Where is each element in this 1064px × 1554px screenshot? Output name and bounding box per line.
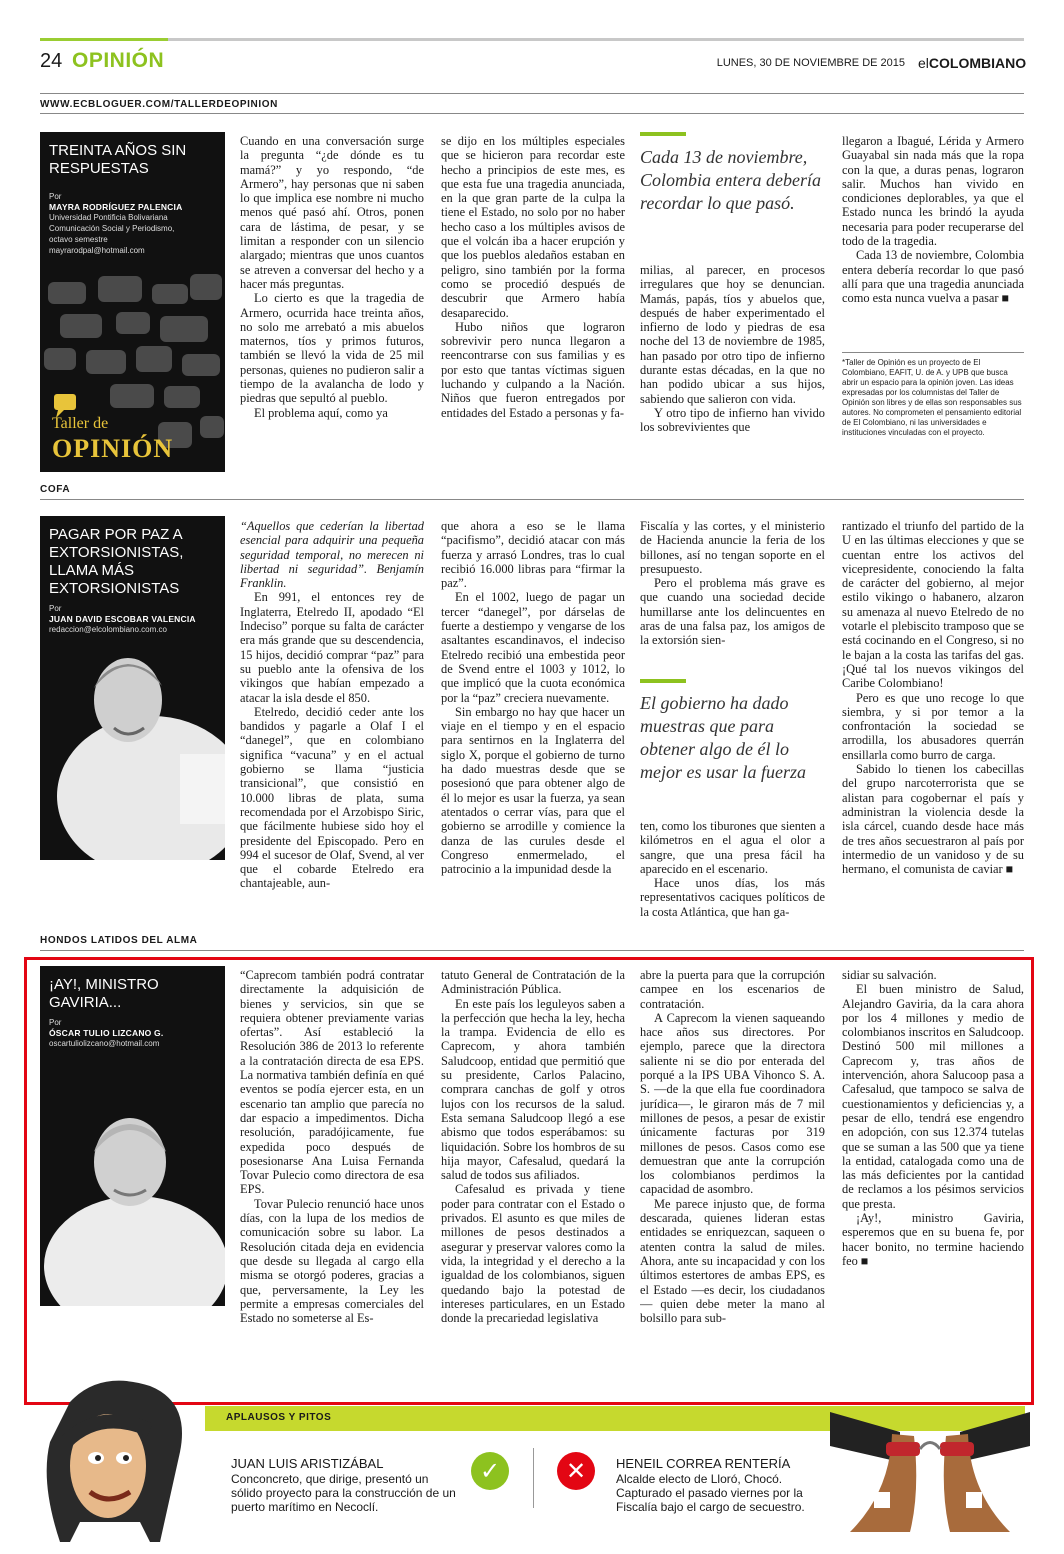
header-accent-bar — [40, 38, 168, 41]
article2-column-1 — [240, 519, 424, 919]
article1-c1-p1: Cuando en una conversación surge la pregunta “¿de dónde es tu mamá?” y yo respondo, “de Armero”, hay personas que ni saben lo que implica ese nombre ni mucho menos qué pasó ahí. Otros, ponen cara de lástima, de pesar, y se limitan a responder con un silencio alargado; mientras que unos cuantos se atreven a conversar del hecho y a hacer más preguntas. — [240, 134, 424, 291]
article2-pullquote: El gobierno ha dado muestras que para obtener algo de él lo mejor es usar la fuerza — [640, 693, 806, 782]
author-photo-lizcano — [40, 1096, 225, 1306]
article2-c1-quote: “Aquellos que cederían la libertad esencial para adquirir una pequeña seguridad temporal, no merecen ni libertad ni seguridad”. Benjamín Franklin. — [240, 519, 424, 591]
article2-author-email: redaccion@elcolombiano.com.co — [49, 625, 167, 634]
article1-column-4 — [842, 134, 1024, 349]
header-top-rule — [40, 38, 1024, 41]
page-number: 24 — [40, 50, 63, 72]
article3-c2-p1: tatuto General de Contratación de la Administración Pública. — [441, 968, 625, 997]
article3-author-box — [40, 966, 225, 1306]
article2-c1-p3: Etelredo, decidió ceder ante los bandidos y pagarle a Olaf I el “danegel”, que en colombiano significa “vacuna” y en el actual gobierno se llama “justicia transicional”, que consistió en 10.000 libras de plata, suma recomendada por el Arzobispo Siric, que fácilmente hubiese sido hoy el presidente del Episcopado. Pero en 994 el sucesor de Olaf, Svend, al ver que el cobarde Etelredo era chantajeable, aun- — [240, 704, 424, 891]
aplausos-left-text: Conconcreto, que dirige, presentó un sólido proyecto para la construcción de un puerto marítimo en Necoclí. — [231, 1472, 456, 1514]
author-photo-escobar — [40, 636, 225, 860]
article2-column-3b — [640, 819, 825, 919]
issue-date: LUNES, 30 DE NOVIEMBRE DE 2015 — [716, 57, 905, 69]
article3-c2-p2: En este país los leguleyos saben a la perfección que hecha la ley, hecha la trampa. Evidencia de ello es Caprecom, y ahora también Saludcoop, entidad que permitió que su presidente, Carlos Palacino, comprara canchas de golf y otros lujos con los recursos de la salud. Esta semana Saludcoop llegó a ese abismo que todos esperábamos: su liquidación. Sobre los hombros de su hija mayor, Cafesalud, quedará la salud de todos sus afiliados. — [441, 996, 625, 1183]
article3-c1-p2: Tovar Pulecio renunció hace unos días, con la lupa de los medios de comunicación sobre su labor. La Resolución citada deja en evidencia que desde su llegada al cargo ella misma se otorgó poderes, gracias a que, perversamente, la Ley les permite a empresas comerciales del Estado no someterse al Es- — [240, 1196, 424, 1326]
article2-c3-p4: Hace unos días, los más representativos caciques políticos de la costa Atlántica, que han ga- — [640, 876, 825, 919]
article3-c3-p1: abre la puerta para que la corrupción campee en los escenarios de contratación. — [640, 968, 825, 1011]
masthead-name: COLOMBIANO — [928, 55, 1027, 71]
article1-pullquote: Cada 13 de noviembre, Colombia entera debería recordar lo que pasó. — [640, 147, 821, 213]
article1-c1-p2: Lo cierto es que la tragedia de Armero, ocurrida hace treinta años, no solo me arrebató a mis abuelos maternos, tíos y primos futuros, también se llevó la vida de 25 mil personas, quienes no pudieron salir a tiempo de la avalancha de lodo y piedras que sepultó al pueblo. — [240, 291, 424, 406]
article2-c2-p1: que ahora a eso se le llama “pacifismo”, decidió atacar con más fuerza y arrasó Londres, tras lo cual recibió 16.000 libras para “firmar la paz”. — [441, 519, 625, 591]
pitos-right-text: Alcalde electo de Lloró, Chocó. Capturado el pasado viernes por la Fiscalía bajo el cargo de secuestro. — [616, 1472, 805, 1514]
article1-author-box — [40, 132, 225, 472]
article3-title: ¡AY!, MINISTRO GAVIRIA... — [49, 976, 159, 1011]
aplausos-divider — [533, 1448, 534, 1508]
article3-rule — [40, 950, 1024, 951]
article2-c2-p3: Sin embargo no hay que hacer un viaje en el tiempo y en el espacio para sentirnos en la Inglaterra del siglo X, porque el gobierno de turno ha dado muestras desde que se posesionó que para obtener algo de él lo mejor es usar la fuerza, ya sean atentados o cerrar vías, para que el gobierno se arrodille y comience la danza de las curules desde el Congreso enmermelado, el patrocinio a la impunidad desde la — [441, 704, 625, 877]
article1-c3-p2: Y otro tipo de infierno han vivido los sobrevivientes que — [640, 405, 825, 435]
article3-section-label: HONDOS LATIDOS DEL ALMA — [40, 935, 198, 946]
article1-section-label: WWW.ECBLOGUER.COM/TALLERDEOPINION — [40, 99, 278, 110]
article2-by: Por — [49, 604, 62, 613]
masthead — [918, 55, 1026, 71]
article2-c2-p2: En el 1002, luego de pagar un tercer “danegel”, por dárselas de fuerte a destiempo y vengarse de los asaltantes escandinavos, el indeciso Etelredo recibió una embestida peor de Svend entre el 1003 y 1012, lo que implicó que la cuota económica por la “paz” creciera nuevamente. — [441, 590, 625, 705]
article1-by: Por — [49, 192, 62, 201]
section-title: OPINIÓN — [72, 49, 165, 72]
check-icon: ✓ — [471, 1452, 509, 1490]
article3-c3-p2: A Caprecom la vienen saqueando hace años sus directores. Por ejemplo, parece que la directora saliente ni se dio por enterada del porqué a la IPS UBA Vihonco S. A. S. —de la que ella fue coordinadora jurídica—, le giraron más de 7 mil millones de pesos, a pesar de existir únicamente facturas por 319 millones de pesos. Casos como ese demuestran que ante la corrupción los colombianos perdimos la capacidad de asombro. — [640, 1010, 825, 1197]
article1-footnote: *Taller de Opinión es un proyecto de El Colombiano, EAFIT, U. de A. y UPB que busca abrir un espacio para la opinión joven. Las ideas expresadas por los columnistas del Taller de Opinión son libres y de ellas son responsables sus autores. No comprometen el pensamiento editorial de El Colombiano, ni las universidades e instituciones vinculadas con el proyecto. — [842, 358, 1022, 437]
article2-column-2 — [441, 519, 625, 919]
article2-c3-p2: Pero el problema más grave es que cuando una sociedad decide humillarse ante los delincuentes en aras de una falsa paz, los amigos de la extorsión sien- — [640, 576, 825, 648]
aplausos-label: APLAUSOS Y PITOS — [226, 1412, 332, 1423]
article1-c4-p2: Cada 13 de noviembre, Colombia entera debería recordar lo que pasó allí para que una tragedia anunciada como esta nunca vuelva a pasar ■ — [842, 248, 1024, 306]
article3-column-1 — [240, 968, 424, 1368]
article3-c4-p2: El buen ministro de Salud, Alejandro Gaviria, da la cara ahora por los 4 millones y medio de colombianos inscritos en Saludcoop. Destinó 500 mil millones a Caprecom y, tras años de intervención, ahora Salucoop pasa a Cafesalud, que tampoco se salva de cuestionamientos y deficiencias y, a pesar de ello, tendrá ese engendro en adopción, con sus 12.374 tutelas que se suman a las 500 que ya tiene la entidad, catalogada como una de las más deficientes por la cantidad de reclamos a los pésimos servicios que presta. — [842, 982, 1024, 1211]
article1-c1-p3: El problema aquí, como ya — [254, 405, 388, 420]
article1-author-info-2: Comunicación Social y Periodismo, — [49, 224, 175, 233]
article1-c2-p2: Hubo niños que lograron sobrevivir pero nunca llegaron a reencontrarse con sus familias y es por esto que tantas víctimas siguen luchando y culpando a la Nación. Niños que fueron entregados por entidades del Estado a personas y fa- — [441, 319, 625, 420]
aplausos-left-name: JUAN LUIS ARISTIZÁBAL — [231, 1456, 384, 1471]
article3-author-email: oscartuliolizcano@hotmail.com — [49, 1039, 160, 1048]
article2-c4-p2: Pero es que uno recoge lo que siembra, y si por temor a la confrontación la sociedad se arrodilla, los abusadores querrán ensillarla como burro de carga. — [842, 690, 1024, 762]
handcuffed-hands-illustration — [830, 1372, 1030, 1552]
article3-c2-p3: Cafesalud es privada y tiene poder para contratar con el Estado o privados. El asunto es que miles de millones de pesos destinados a asegurar y preservar valores como la vida, la integridad y el derecho a la igualdad de los colombianos, siguen quedando bajo la potestad de intereses particulares, en un Estado donde la precariedad legislativa — [441, 1182, 625, 1326]
article3-c4-p1: sidiar su salvación. — [842, 968, 937, 982]
article1-column-1 — [240, 134, 424, 464]
article1-author-email: mayrarodpal@hotmail.com — [49, 246, 145, 255]
article1-pullquote-bar — [640, 132, 686, 136]
article1-rule — [40, 113, 1024, 114]
article1-c4-p1: llegaron a Ibagué, Lérida y Armero Guayabal sin nada más que la ropa con la que, a duras penas, lograron salir. Muchos han vivido en condiciones deplorables, ya que el Estado nunca les brindó la ayuda necesaria para poder recuperarse del todo de la tragedia. — [842, 134, 1024, 249]
caricature-illustration — [40, 1372, 200, 1542]
article2-section-label: COFA — [40, 484, 71, 495]
article2-author: JUAN DAVID ESCOBAR VALENCIA — [49, 614, 196, 624]
article2-c1-p2: En 991, el entonces rey de Inglaterra, Etelredo II, apodado “El Indeciso” porque su falta de carácter era más grande que su descendencia, 15 hijos, decidió comprar “paz” para su pueblo ante la ofensiva de los vikingos que habían empezado a atacar la isla desde el 850. — [240, 590, 424, 705]
article2-title: PAGAR POR PAZ A EXTORSIONISTAS, LLAMA MÁS EXTORSIONISTAS — [49, 526, 184, 597]
header-bottom-rule — [40, 93, 1024, 94]
article2-column-4 — [842, 519, 1024, 919]
article2-c4-p3: Sabido lo tienen los cabecillas del grupo narcoterrorista que se alistan para cogobernar el país y administran la violencia desde la isla cárcel, cuando desde hace más de tres años secuestraron al país por intermedio de un vanidoso y de su hermano, el comunista de caviar ■ — [842, 762, 1024, 877]
article3-author: ÓSCAR TULIO LIZCANO G. — [49, 1028, 164, 1038]
article3-column-4 — [842, 968, 1024, 1368]
article1-author-info-3: octavo semestre — [49, 235, 108, 244]
article3-c4-p3: ¡Ay!, ministro Gaviria, esperemos que en su buena fe, por hacer bonito, no termine haciendo feo ■ — [842, 1211, 1024, 1268]
article3-column-3 — [640, 968, 825, 1368]
article1-column-3 — [640, 263, 825, 463]
article1-c3-p1: milias, al parecer, en procesos irregulares que hoy se denuncian. Mamás, papás, tíos y abuelos que, después de haber experimentado el infierno de lodo y piedras de esa noche del 13 de noviembre de 1985, han pasado por otro tipo de infierno durante estas décadas, en la que no han podido ubicar a sus hijos, sabiendo que salieron con vida. — [640, 263, 825, 406]
article2-rule — [40, 499, 1024, 500]
pitos-right-name: HENEIL CORREA RENTERÍA — [616, 1456, 791, 1471]
x-icon: ✕ — [557, 1452, 595, 1490]
article1-author: MAYRA RODRÍGUEZ PALENCIA — [49, 202, 183, 212]
article2-author-box — [40, 516, 225, 860]
taller-logo-line2: OPINIÓN — [52, 434, 174, 463]
article2-pullquote-bar — [640, 679, 686, 683]
article1-column-2 — [441, 134, 625, 464]
taller-logo-line1: Taller de — [52, 415, 109, 432]
article3-c1-p1: “Caprecom también podrá contratar directamente la adquisición de bienes y servicios, sin que se requiera obtener previamente varias ofertas”. Así estableció la Resolución 386 de 2013 lo referente a la contratación directa de esa EPS. La normativa también definía en qué eventos se podía ejercer esta, en un escenario tan amplio que parecía no dar espacio a impedimentos. Dicha resolución, paradójicamente, fue expedida poco después de posesionarse Ana Luisa Fernanda Tovar Pulecio como directora de esa EPS. — [240, 968, 424, 1197]
article2-c4-p1: rantizado el triunfo del partido de la U en las últimas elecciones y que se cuentan entre los activos del vicepresidente, conociendo la falta de carácter del gobierno, al mejor estilo vikingo o habanero, alzaron su amenaza al nuevo Etelredo de no votarle el plebiscito tramposo que se está cocinando en el Congreso, si no le bajan a la costa las tarifas del gas. ¡Qué tal los nuevos vikingos del Caribe Colombiano! — [842, 519, 1024, 691]
article3-column-2 — [441, 968, 625, 1368]
article1-c2-p1: se dijo en los múltiples especiales que se hicieron para recordar este hecho a principios de este mes, es que esta fue una tragedia anunciada, en la que gran parte de la culpa la tiene el Estado, no solo por no haber hecho caso a los múltiples avisos de que el volcán iba a hacer erupción y que los pueblos aledaños estaban en peligro, sino también por la forma como se procedió después de descubrir que Armero había desaparecido. — [441, 134, 625, 320]
masthead-prefix: el — [918, 55, 929, 71]
article2-column-3a — [640, 519, 825, 669]
article3-c3-p3: Me parece injusto que, de forma descarada, quienes lideran estas entidades se enriquezcan, saqueen o atenten contra la salud de miles. Ahora, ante su incapacidad y con los últimos estertores de ambas EPS, es el Estado —es decir, los ciudadanos— quien debe meter la mano al bolsillo para sub- — [640, 1196, 825, 1326]
article1-title: TREINTA AÑOS SIN RESPUESTAS — [49, 142, 187, 177]
article1-note-rule — [842, 352, 1024, 353]
article1-author-info-1: Universidad Pontificia Bolivariana — [49, 213, 168, 222]
article3-by: Por — [49, 1018, 62, 1027]
article2-c3-p3: ten, como los tiburones que sienten a kilómetros en el agua el olor a sangre, que una presa fácil ha aparecido en el escenario. — [640, 819, 825, 876]
article2-c3-p1: Fiscalía y las cortes, y el ministerio de Hacienda anuncie la feria de los billones, así no tengan soporte en el presupuesto. — [640, 519, 825, 576]
